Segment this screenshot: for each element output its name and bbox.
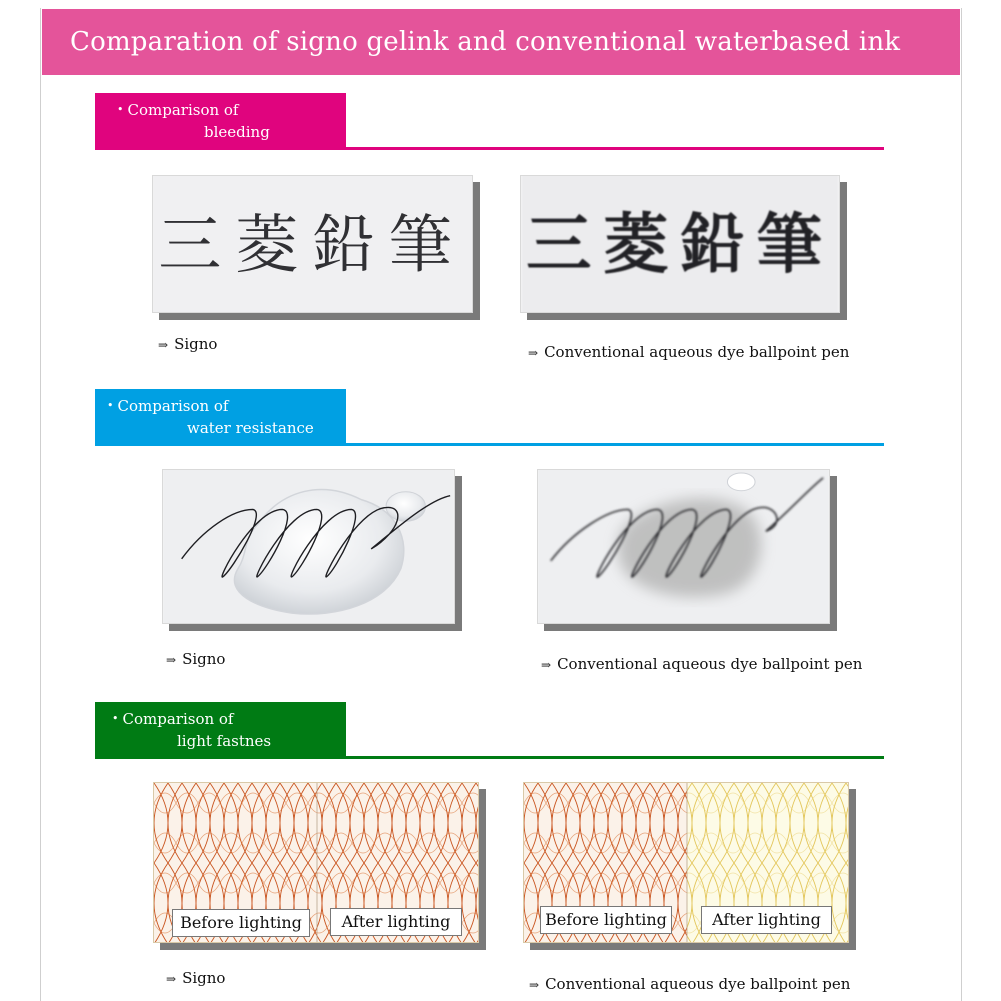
section-light-label: • Comparison of light fastnes bbox=[95, 702, 346, 759]
conventional-before-lighting-label: Before lighting bbox=[540, 906, 672, 934]
signo-bleeding-photo bbox=[152, 175, 473, 313]
conventional-water-photo bbox=[537, 469, 830, 624]
section-bleeding-line2: bleeding bbox=[204, 123, 270, 141]
section-light-line1: Comparison of bbox=[122, 710, 234, 728]
arrow-icon: ⇒ bbox=[166, 972, 177, 986]
conventional-after-lighting-label: After lighting bbox=[701, 906, 832, 934]
section-bleeding-label: • Comparison of bleeding bbox=[95, 93, 346, 150]
signo-after-lighting-label: After lighting bbox=[330, 908, 462, 936]
signo-bleeding-caption: ⇒ Signo bbox=[158, 335, 218, 353]
signo-water-photo bbox=[162, 469, 455, 624]
conventional-bleeding-caption: ⇒ Conventional aqueous dye ballpoint pen bbox=[528, 343, 850, 361]
section-water-line1: Comparison of bbox=[117, 397, 229, 415]
conventional-bleeding-photo bbox=[520, 175, 840, 313]
conventional-kanji: 三菱鉛筆 bbox=[526, 207, 834, 283]
section-light-rule bbox=[95, 756, 884, 759]
section-water-label: • Comparison of water resistance bbox=[95, 389, 346, 446]
conventional-water-caption: ⇒ Conventional aqueous dye ballpoint pen bbox=[541, 655, 863, 673]
page-header bbox=[42, 9, 960, 75]
section-bleeding-rule bbox=[95, 147, 884, 150]
signo-light-photo bbox=[153, 782, 479, 943]
signo-light-caption: ⇒ Signo bbox=[166, 969, 226, 987]
page-title: Comparation of signo gelink and conventional waterbased ink bbox=[70, 27, 901, 57]
arrow-icon: ⇒ bbox=[166, 653, 177, 667]
section-light-line2: light fastnes bbox=[177, 732, 272, 750]
section-water-rule bbox=[95, 443, 884, 446]
signo-water-caption: ⇒ Signo bbox=[166, 650, 226, 668]
conventional-light-caption: ⇒ Conventional aqueous dye ballpoint pen bbox=[529, 975, 851, 993]
signo-kanji: 三菱鉛筆 bbox=[158, 207, 466, 282]
signo-before-lighting-label: Before lighting bbox=[172, 909, 310, 937]
arrow-icon: ⇒ bbox=[528, 346, 539, 360]
conventional-light-photo bbox=[523, 782, 849, 943]
section-bleeding-line1: Comparison of bbox=[127, 101, 239, 119]
arrow-icon: ⇒ bbox=[529, 978, 540, 992]
arrow-icon: ⇒ bbox=[158, 338, 169, 352]
section-water-line2: water resistance bbox=[187, 419, 314, 437]
arrow-icon: ⇒ bbox=[541, 658, 552, 672]
